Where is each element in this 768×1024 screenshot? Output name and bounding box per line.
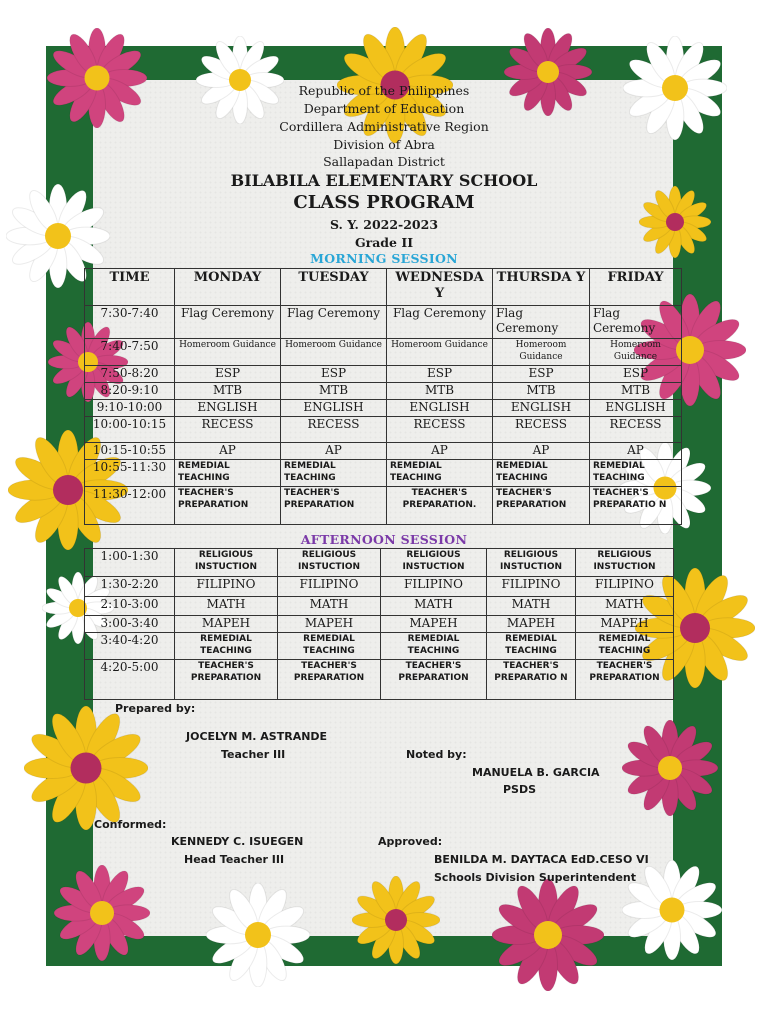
flower-icon [622, 860, 722, 960]
subject-cell: ENGLISH [387, 400, 493, 417]
conformed-title: Head Teacher III [184, 853, 285, 866]
subject-cell: ENGLISH [175, 400, 281, 417]
subject-cell: ESP [175, 366, 281, 383]
subject-cell: FILIPINO [576, 577, 674, 597]
noted-by-title: PSDS [503, 783, 537, 796]
subject-cell: MATH [487, 597, 576, 616]
subject-cell: FILIPINO [381, 577, 487, 597]
subject-cell: ENGLISH [590, 400, 682, 417]
flower-icon [622, 720, 718, 816]
subject-cell: MAPEH [278, 616, 381, 633]
flower-icon [352, 876, 440, 964]
subject-cell: MAPEH [175, 616, 278, 633]
time-cell: 3:40-4:20 [85, 633, 175, 660]
grade-level: Grade II [354, 235, 414, 250]
subject-cell: TEACHER'S PREPARATIO N [590, 487, 682, 525]
subject-cell: MTB [493, 383, 590, 400]
subject-cell: MAPEH [381, 616, 487, 633]
subject-cell: Homeroom Guidance [281, 339, 387, 366]
subject-cell: RECESS [493, 417, 590, 443]
prepared-by-label: Prepared by: [115, 702, 196, 715]
subject-cell: REMEDIAL TEACHING [590, 460, 682, 487]
time-cell: 3:00-3:40 [85, 616, 175, 633]
subject-cell: FILIPINO [278, 577, 381, 597]
subject-cell: ESP [493, 366, 590, 383]
subject-cell: REMEDIAL TEACHING [175, 633, 278, 660]
subject-cell: RELIGIOUS INSTUCTION [381, 549, 487, 577]
table-row [85, 549, 674, 577]
subject-cell: REMEDIAL TEACHING [387, 460, 493, 487]
conformed-name: KENNEDY C. ISUEGEN [171, 835, 304, 848]
time-cell: 10:15-10:55 [85, 443, 175, 460]
flower-icon [492, 879, 604, 991]
time-cell: 11:30-12:00 [85, 487, 175, 525]
subject-cell: TEACHER'S PREPARATION. [387, 487, 493, 525]
table-row [85, 487, 682, 525]
subject-cell: Homeroom Guidance [493, 339, 590, 366]
time-cell: 10:00-10:15 [85, 417, 175, 443]
col-header-monday: MONDAY [175, 269, 281, 306]
col-header-tuesday: TUESDAY [281, 269, 387, 306]
noted-by-label: Noted by: [406, 748, 467, 761]
col-header-time: TIME [85, 269, 175, 306]
subject-cell: AP [387, 443, 493, 460]
flower-icon [54, 865, 150, 961]
subject-cell: MTB [590, 383, 682, 400]
subject-cell: TEACHER'S PREPARATION [175, 660, 278, 700]
subject-cell: REMEDIAL TEACHING [487, 633, 576, 660]
time-cell: 2:10-3:00 [85, 597, 175, 616]
subject-cell: RELIGIOUS INSTUCTION [175, 549, 278, 577]
header-division: Division of Abra [333, 137, 435, 152]
subject-cell: RECESS [590, 417, 682, 443]
subject-cell: REMEDIAL TEACHING [576, 633, 674, 660]
time-cell: 10:55-11:30 [85, 460, 175, 487]
subject-cell: MAPEH [487, 616, 576, 633]
subject-cell: TEACHER'S PREPARATION [576, 660, 674, 700]
table-row [85, 417, 682, 443]
subject-cell: ESP [387, 366, 493, 383]
subject-cell: AP [590, 443, 682, 460]
table-row [85, 460, 682, 487]
morning-schedule-table [84, 268, 682, 525]
subject-cell: Homeroom Guidance [387, 339, 493, 366]
subject-cell: TEACHER'S PREPARATION [281, 487, 387, 525]
subject-cell: Flag Ceremony [590, 306, 682, 339]
subject-cell: RECESS [175, 417, 281, 443]
time-cell: 1:00-1:30 [85, 549, 175, 577]
conformed-label: Conformed: [94, 818, 167, 831]
subject-cell: REMEDIAL TEACHING [281, 460, 387, 487]
subject-cell: Flag Ceremony [281, 306, 387, 339]
subject-cell: TEACHER'S PREPARATION [381, 660, 487, 700]
table-row [85, 597, 674, 616]
subject-cell: TEACHER'S PREPARATIO N [487, 660, 576, 700]
prepared-by-title: Teacher III [221, 748, 286, 761]
subject-cell: RELIGIOUS INSTUCTION [576, 549, 674, 577]
subject-cell: TEACHER'S PREPARATION [278, 660, 381, 700]
col-header-thursday: THURSDA Y [493, 269, 590, 306]
afternoon-schedule-table [84, 548, 674, 700]
subject-cell: TEACHER'S PREPARATION [493, 487, 590, 525]
col-header-friday: FRIDAY [590, 269, 682, 306]
subject-cell: REMEDIAL TEACHING [278, 633, 381, 660]
approved-label: Approved: [378, 835, 443, 848]
prepared-by-name: JOCELYN M. ASTRANDE [186, 730, 328, 743]
school-year: S. Y. 2022-2023 [329, 217, 439, 232]
subject-cell: Homeroom Guidance [590, 339, 682, 366]
page-title: CLASS PROGRAM [293, 192, 475, 213]
subject-cell: MAPEH [576, 616, 674, 633]
subject-cell: RELIGIOUS INSTUCTION [487, 549, 576, 577]
table-row [85, 306, 682, 339]
table-row [85, 660, 674, 700]
table-row [85, 383, 682, 400]
subject-cell: REMEDIAL TEACHING [175, 460, 281, 487]
subject-cell: AP [493, 443, 590, 460]
time-cell: 7:50-8:20 [85, 366, 175, 383]
table-row [85, 400, 682, 417]
subject-cell: RECESS [387, 417, 493, 443]
time-cell: 8:20-9:10 [85, 383, 175, 400]
time-cell: 1:30-2:20 [85, 577, 175, 597]
afternoon-session-label: AFTERNOON SESSION [300, 532, 468, 547]
subject-cell: RECESS [281, 417, 387, 443]
subject-cell: ESP [590, 366, 682, 383]
table-row [85, 616, 674, 633]
subject-cell: MTB [281, 383, 387, 400]
subject-cell: Homeroom Guidance [175, 339, 281, 366]
approved-title: Schools Division Superintendent [434, 871, 637, 884]
subject-cell: REMEDIAL TEACHING [381, 633, 487, 660]
table-row [85, 443, 682, 460]
col-header-wednesday: WEDNESDA Y [387, 269, 493, 306]
header-department: Department of Education [303, 101, 465, 116]
subject-cell: MATH [278, 597, 381, 616]
subject-cell: FILIPINO [175, 577, 278, 597]
subject-cell: MTB [387, 383, 493, 400]
header-district: Sallapadan District [323, 154, 445, 169]
subject-cell: MATH [576, 597, 674, 616]
subject-cell: MATH [381, 597, 487, 616]
subject-cell: MATH [175, 597, 278, 616]
morning-session-label: MORNING SESSION [310, 251, 458, 266]
subject-cell: REMEDIAL TEACHING [493, 460, 590, 487]
subject-cell: ENGLISH [493, 400, 590, 417]
subject-cell: TEACHER'S PREPARATION [175, 487, 281, 525]
subject-cell: RELIGIOUS INSTUCTION [278, 549, 381, 577]
table-row [85, 633, 674, 660]
header-republic: Republic of the Philippines [298, 83, 470, 98]
approved-name: BENILDA M. DAYTACA EdD.CESO VI [434, 853, 649, 866]
flower-icon [206, 883, 310, 987]
noted-by-name: MANUELA B. GARCIA [472, 766, 600, 779]
flower-icon [24, 706, 148, 830]
table-row [85, 339, 682, 366]
subject-cell: FILIPINO [487, 577, 576, 597]
subject-cell: ENGLISH [281, 400, 387, 417]
table-row [85, 577, 674, 597]
subject-cell: Flag Ceremony [175, 306, 281, 339]
time-cell: 4:20-5:00 [85, 660, 175, 700]
subject-cell: AP [175, 443, 281, 460]
subject-cell: ESP [281, 366, 387, 383]
time-cell: 7:40-7:50 [85, 339, 175, 366]
header-region: Cordillera Administrative Region [279, 119, 489, 134]
school-name: BILABILA ELEMENTARY SCHOOL [230, 171, 538, 190]
subject-cell: Flag Ceremony [387, 306, 493, 339]
subject-cell: MTB [175, 383, 281, 400]
table-header-row [85, 269, 682, 306]
time-cell: 9:10-10:00 [85, 400, 175, 417]
table-row [85, 366, 682, 383]
subject-cell: Flag Ceremony [493, 306, 590, 339]
subject-cell: AP [281, 443, 387, 460]
time-cell: 7:30-7:40 [85, 306, 175, 339]
